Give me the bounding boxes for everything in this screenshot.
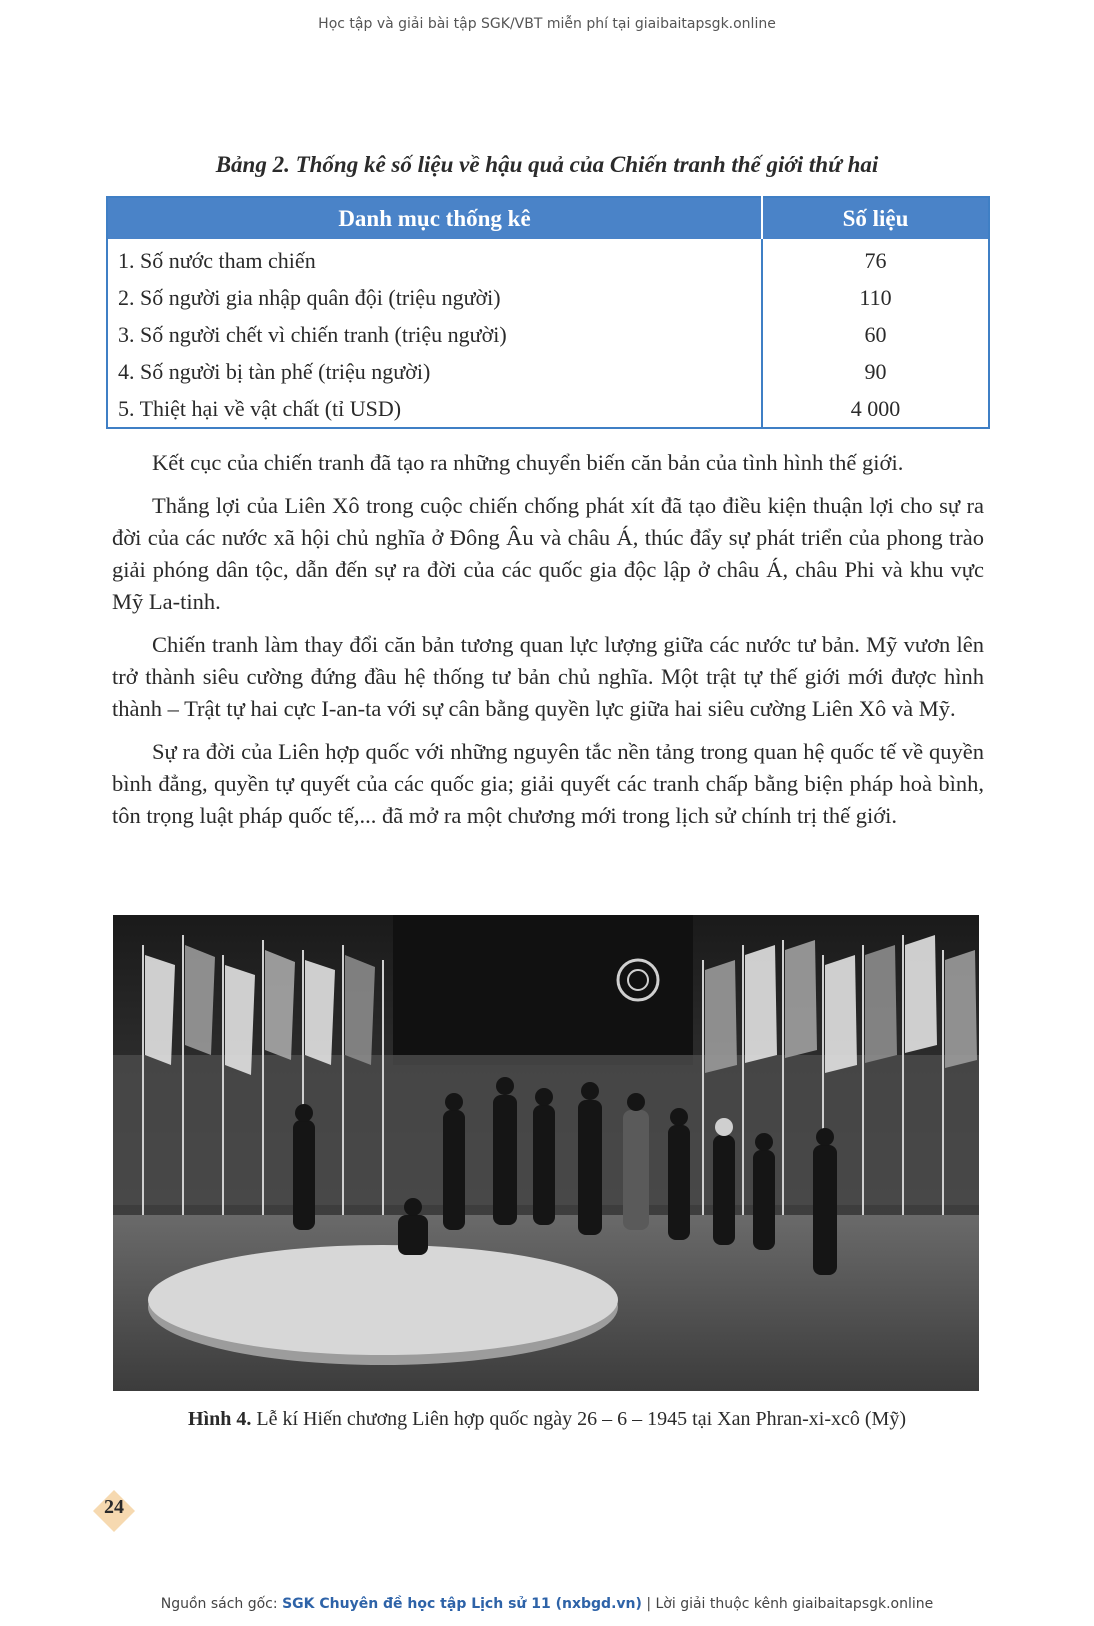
row-value: 90 [762,353,989,390]
un-charter-signing-photo [113,915,979,1391]
row-label: 3. Số người chết vì chiến tranh (triệu người) [118,321,507,347]
paragraph: Kết cục của chiến tranh đã tạo ra những chuyển biến căn bản của tình hình thế giới. [152,450,904,475]
paragraph: Sự ra đời của Liên hợp quốc với những nguyên tắc nền tảng trong quan hệ quốc tế về quyền bình đẳng, quyền tự quyết của các quốc gia; giải quyết các tranh chấp bằng biện pháp hoà bình, tôn trọng luật pháp quốc tế,... đã mở ra một chương mới trong lịch sử chính trị thế giới. [112,739,984,828]
row-value: 110 [762,279,989,316]
table-row [107,316,989,353]
row-label: 2. Số người gia nhập quân đội (triệu người) [118,284,501,310]
top-banner: Học tập và giải bài tập SGK/VBT miễn phí tại giaibaitapsgk.online [318,16,776,32]
figure-label: Hình 4. [188,1408,252,1430]
row-label: 5. Thiệt hại về vật chất (tỉ USD) [118,395,402,421]
table-row [107,390,989,428]
footer-source-link[interactable]: SGK Chuyên đề học tập Lịch sử 11 (nxbgd.vn) [282,1596,642,1612]
footer-suffix: | Lời giải thuộc kênh giaibaitapsgk.online [641,1596,934,1612]
table-caption: Bảng 2. Thống kê số liệu về hậu quả của Chiến tranh thế giới thứ hai [215,152,879,177]
header-value: Số liệu [762,197,989,239]
footer [0,1596,1094,1612]
figure-caption-text: Lễ kí Hiến chương Liên hợp quốc ngày 26 – 6 – 1945 tại Xan Phran-xi-xcô (Mỹ) [251,1408,906,1430]
row-value: 76 [762,239,989,279]
paragraph: Thắng lợi của Liên Xô trong cuộc chiến chống phát xít đã tạo điều kiện thuận lợi cho sự ra đời của các nước xã hội chủ nghĩa ở Đông Âu và châu Á, thúc đẩy sự phát triển của phong trào giải phóng dân tộc, dẫn đến sự ra đời của các quốc gia độc lập ở châu Á, châu Phi và khu vực Mỹ La-tinh. [112,493,984,614]
header-category: Danh mục thống kê [107,197,762,239]
page-number: 24 [104,1496,124,1518]
statistics-table [106,196,990,429]
table-row [107,353,989,390]
body-text [112,447,984,843]
paragraph: Chiến tranh làm thay đổi căn bản tương quan lực lượng giữa các nước tư bản. Mỹ vươn lên trở thành siêu cường đứng đầu hệ thống tư bản chủ nghĩa. Một trật tự thế giới mới được hình thành – Trật tự hai cực I-an-ta với sự cân bằng quyền lực giữa hai siêu cường Liên Xô và Mỹ. [112,632,984,721]
row-value: 60 [762,316,989,353]
table-header-row [107,197,989,239]
row-value: 4 000 [762,390,989,428]
footer-prefix: Nguồn sách gốc: [160,1596,283,1612]
table-row [107,239,989,279]
table-row [107,279,989,316]
row-label: 4. Số người bị tàn phế (triệu người) [118,358,431,384]
row-label: 1. Số nước tham chiến [118,247,316,273]
figure-caption [0,1408,1094,1431]
